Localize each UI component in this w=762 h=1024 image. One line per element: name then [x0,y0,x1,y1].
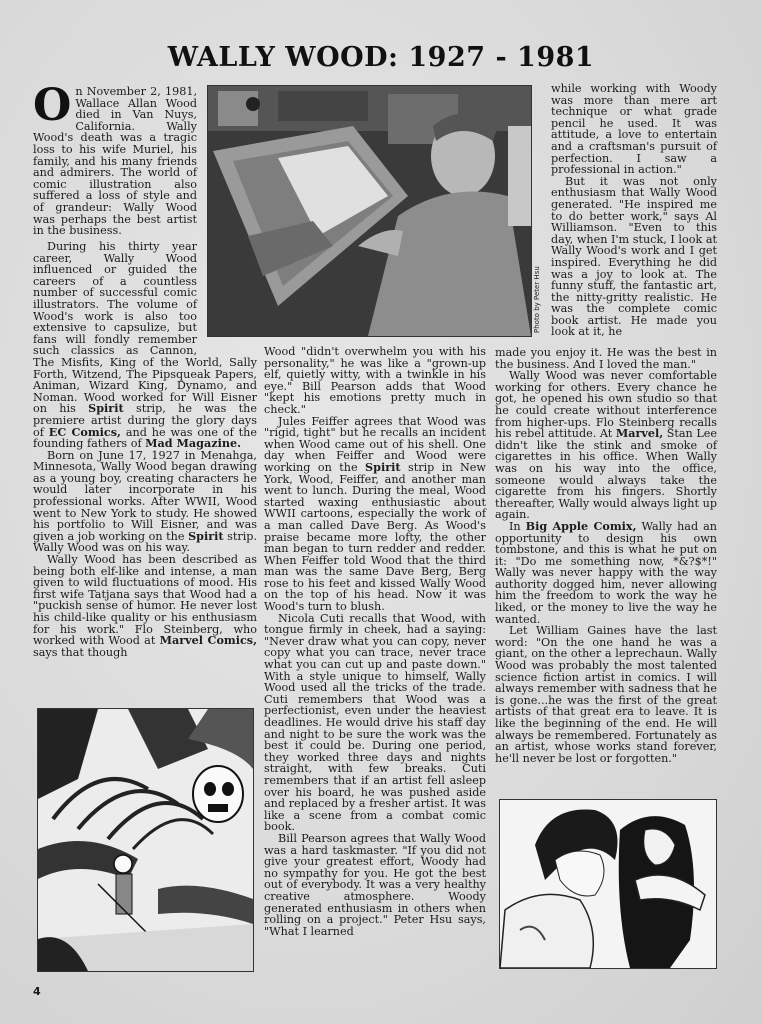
paragraph: made you enjoy it. He was the best in the business. And I loved the man." [495,346,717,371]
bold-title: Big Apple Comix, [525,518,637,533]
drop-cap: O [33,80,72,131]
paragraph: while working with Woody was more than mere art technique or what grade pencil he used. It was attitude, a love to entertain and a craftsman's pursuit of perfection. I saw a professional in action." [551,82,717,177]
paragraph: Nicola Cuti recalls that Wood, with tongue firmly in cheek, had a saying: "Never draw what you can copy, never copy what you can trace, never trace what you can cut up and paste down." With a style unique to himself, Wally Wood used all the tricks of the trade. Cuti remembers that Wood was a perfectionist, even under the heaviest deadlines. He would drive his staff day and night to be sure the work was the best it could be. During one period, they worked three days and nights straight, with few breaks. Cuti remembers that if an artist fell asleep over his board, he was pushed aside and replaced by a fresher artist. It was like a scene from a combat comic book. [264,611,486,834]
paragraph: Bill Pearson agrees that Wally Wood was a hard taskmaster. "If you did not give your greatest effort, Woody had no sympathy for you. He got the best out of everybody. It was a very healthy creative atmosphere. Woody generated enthusiasm in others when rolling on a project." Peter Hsu says, "What I learned [264,831,486,938]
bold-title: Spirit [88,401,124,416]
bold-title: Spirit [365,459,401,474]
skeleton-forest-panel-image [38,709,253,971]
column-3 [495,347,717,764]
paragraph: Wood "didn't overwhelm you with his personality," he was like a "grown-up elf, quietly witty, with a twinkle in his eye." Bill Pearson adds that Wood "kept his emotions pretty much in check." [264,345,486,416]
column-1 [33,80,197,238]
column-2 [264,346,486,937]
paragraph-text: During his thirty year career, Wally Wood influenced or guided the careers of a countless number of successful comic illustrators. The volume of Wood's work is also too extensive to capsulize, but fans will fondly remember such classics as Cannon, The Misfits, King of the World, Sally Forth, Witzend, The Pipsqueak Papers, Animan, Wizard King, Dynamo, and Noman. Wood worked for Will Eisner on his Spirit strip, he was the premiere artist during the glory days of EC Comics, and he was one of the founding fathers of Mad Magazine. [33,240,258,451]
bold-title: Mad Magazine. [145,436,241,451]
paragraph: Jules Feiffer agrees that Wood was "rigid, tight" but he recalls an incident when Wood came out of his shell. One day when Feiffer and Wood were working on the Spirit strip in New York, Wood, Feiffer, and another man went to lunch. During the meal, Wood started waxing enthusiastic about WWII cartoons, especially the work of a man called Dave Berg. As Wood's praise became more lofty, the other man began to turn redder and redder. When Feiffer told Wood that the third man was the same Dave Berg, Berg rose to his feet and kissed Wally Wood on the top of his head. Now it was Wood's turn to blush. [264,414,486,614]
left-comic-illustration [37,708,254,972]
paragraph: In Big Apple Comix, Wally had an opportunity to design his own tombstone, and this is what he put on it: "Do me something now, *&?$*!" Wally was never happy with the way authority dogged him, never allowing him the freedom to work the way he liked, or the money to live the way he wanted. [495,518,717,626]
boy-and-girl-panel-image [500,800,716,968]
paragraph: Born on June 17, 1927 in Menahga, Minnesota, Wally Wood began drawing as a young boy, creating characters he would later incorporate in his professional works. After WWII, Wood went to New York to study. He showed his portfolio to Will Eisner, and was given a job working on the Spirit strip. Wally Wood was on his way. [33,448,258,555]
article-title: WALLY WOOD: 1927 - 1981 [167,42,595,73]
right-comic-illustration [499,799,717,969]
main-photo [207,85,532,337]
paragraph: But it was not only enthusiasm that Wally Wood generated. "He inspired me to do better work," says Al Williamson. "Even to this day, when I'm stuck, I look at Wally Wood's work and I get inspired. Everything he did was a joy to look at. The funny stuff, the fantastic art, the nitty-gritty realistic. He was the complete comic book artist. He made you look at it, he [551,174,717,339]
bold-title: Marvel, [615,426,664,441]
page-number: 4 [33,985,41,998]
paragraph [33,80,197,238]
artist-at-drawing-board-image [208,86,531,336]
bold-title: Marvel Comics, [159,633,257,648]
photo-credit: Photo by Peter Hsu [533,266,541,333]
paragraph-text: n November 2, 1981, Wallace Allan Wood died in Van Nuys, California. Wally Wood's death was a tragic loss to his wife Muriel, his family, and his many friends and admirers. The world of comic illustration also suffered a loss of style and of grandeur: Wally Wood was perhaps the best artist in the business. [33,85,197,238]
paragraph: Wally Wood was never comfortable working for others. Every chance he got, he opened his own studio so that he could create without interference from higher-ups. Flo Steinberg recalls his rebel attitude. At Marvel, Stan Lee didn't like the stink and smoke of cigarettes in his office. When Wally was on his way into the office, someone would always take the cigarette from his fingers. Shortly thereafter, Wally would always light up again. [495,369,717,522]
bold-title: EC Comics, [48,424,121,439]
paragraph: Wally Wood has been described as being both elf-like and intense, a man given to wild fluctuations of mood. His first wife Tatjana says that Wood had a "puckish sense of humor. He never lost his child-like quality or his enthusiasm for his work." Flo Steinberg, who worked with Wood at Marvel Comics, says that though [33,553,257,659]
bold-title: Spirit [188,528,224,543]
column-3-narrow [551,83,717,338]
paragraph: Let William Gaines have the last word: "On the one hand he was a giant, on the other a leprechaun. Wally Wood was probably the most talented science fiction artist in comics. I will always remember with sadness that he is gone...he was the first of the great artists of that great era to leave. It is like the beginning of the end. He will always be remembered. Fortunately as an artist, whose works stand forever, he'll never be lost or forgotten." [495,624,717,765]
